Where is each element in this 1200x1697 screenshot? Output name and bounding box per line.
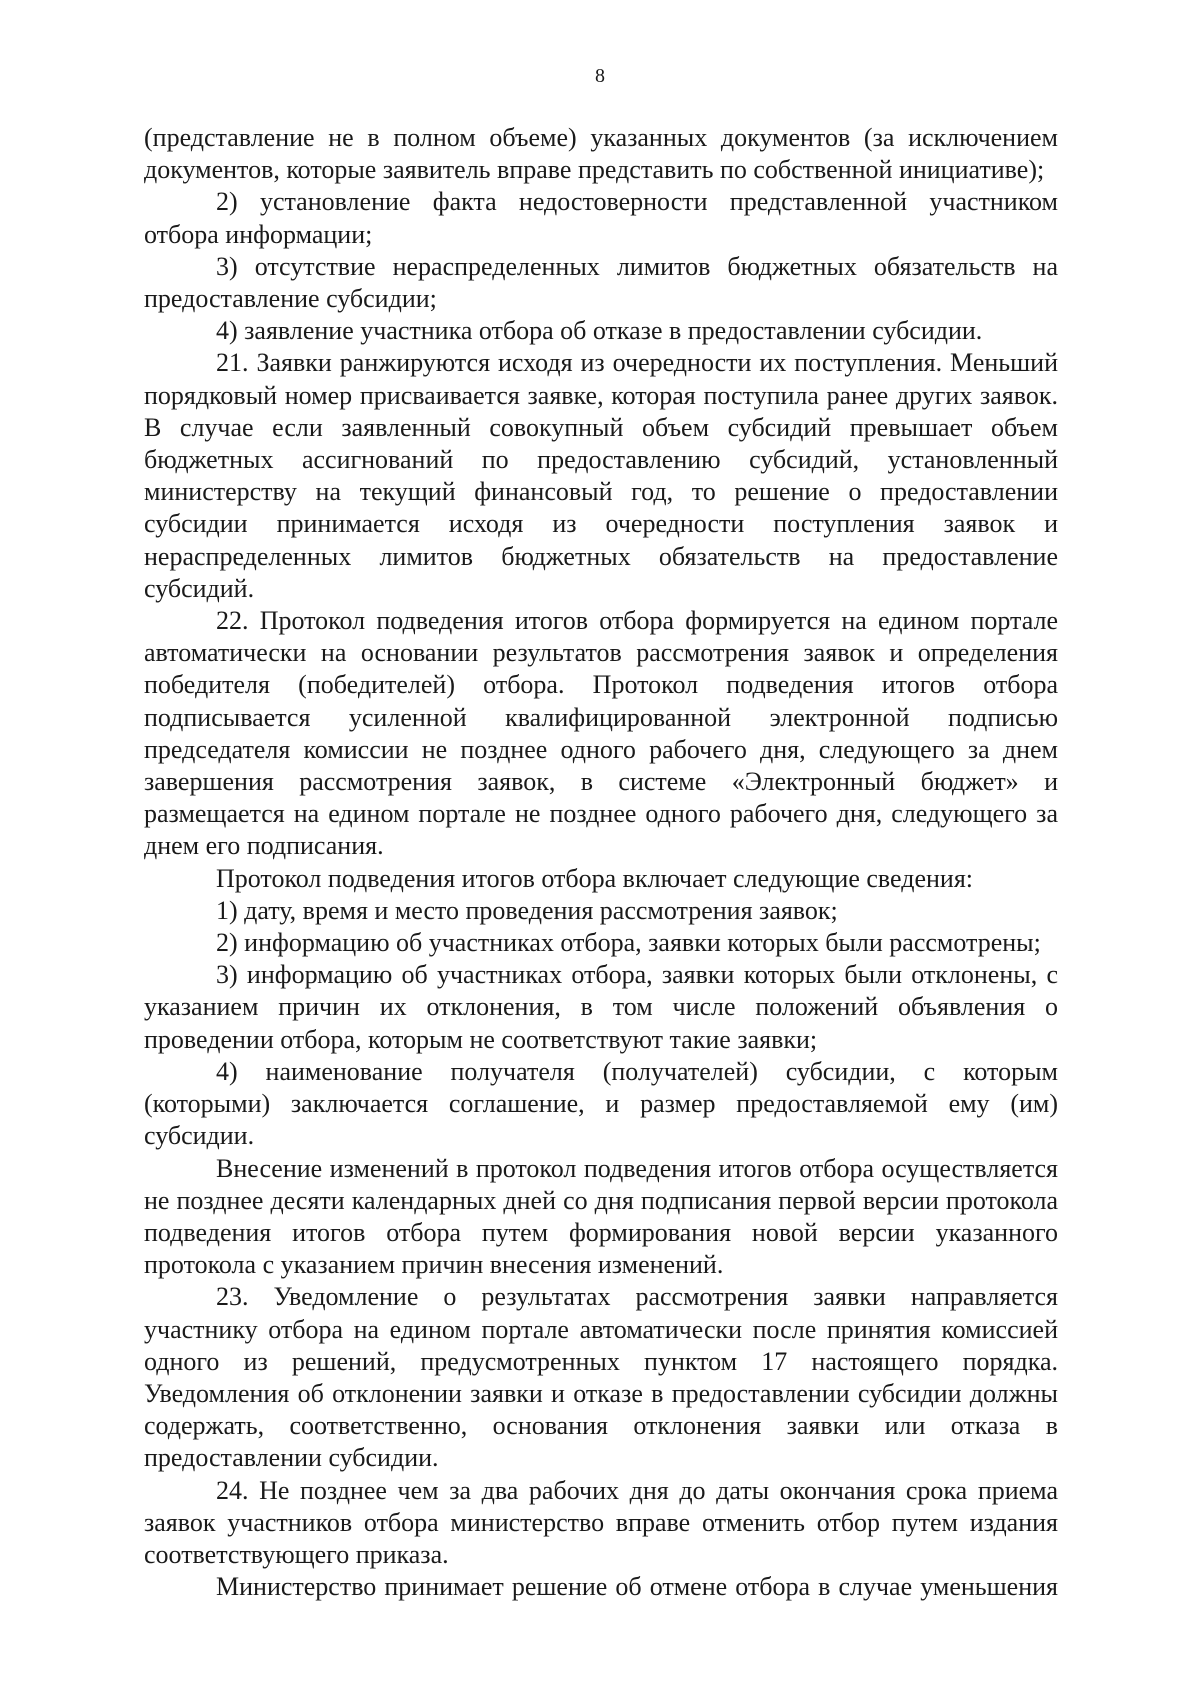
paragraph-item-3: 3) отсутствие нераспределенных лимитов бюджетных обязательств на предоставление субсидии; <box>144 251 1058 314</box>
paragraph-section-23: 23. Уведомление о результатах рассмотрения заявки направляется участнику отбора на едином портале автоматически после принятия комиссией одного из решений, предусмотренных пунктом 17 настоящего порядка. Уведомления об отклонении заявки и отказе в предоставлении субсидии должны содержать, соответственно, основания отклонения заявки или отказа в предоставлении субсидии. <box>144 1282 1058 1473</box>
paragraph-section-22: 22. Протокол подведения итогов отбора формируется на едином портале автоматически на основании результатов рассмотрения заявок и определения победителя (победителей) отбора. Протокол подведения итогов отбора подписывается усиленной квалифицированной электронной подписью председателя комиссии не позднее одного рабочего дня, следующего за днем завершения рассмотрения заявок, в системе «Электронный бюджет» и размещается на едином портале не позднее одного рабочего дня, следующего за днем его подписания. <box>144 606 1058 861</box>
page-number: 8 <box>595 65 605 87</box>
paragraph-protocol-item-3: 3) информацию об участниках отбора, заявки которых были отклонены, с указанием причин их отклонения, в том числе положений объявления о проведении отбора, которым не соответствуют такие заявки; <box>144 960 1058 1054</box>
paragraph-protocol-changes: Внесение изменений в протокол подведения итогов отбора осуществляется не позднее десяти календарных дней со дня подписания первой версии протокола подведения итогов отбора путем формирования новой версии указанного протокола с указанием причин внесения изменений. <box>144 1153 1058 1280</box>
paragraph-protocol-item-4: 4) наименование получателя (получателей) субсидии, с которым (которыми) заключается соглашение, и размер предоставляемой ему (им) субсидии. <box>144 1056 1058 1151</box>
paragraph-protocol-item-1: 1) дату, время и место проведения рассмотрения заявок; <box>216 895 838 925</box>
paragraph-protocol-item-2: 2) информацию об участниках отбора, заявки которых были рассмотрены; <box>216 928 1041 958</box>
paragraph-section-24: 24. Не позднее чем за два рабочих дня до даты окончания срока приема заявок участников отбора министерство вправе отменить отбор путем издания соответствующего приказа. <box>144 1475 1058 1569</box>
paragraph-continuation: (представление не в полном объеме) указанных документов (за исключением документов, которые заявитель вправе представить по собственной инициативе); <box>144 123 1058 185</box>
paragraph-item-2: 2) установление факта недостоверности представленной участником отбора информации; <box>144 187 1058 249</box>
paragraph-cancellation: Министерство принимает решение об отмене отбора в случае уменьшения <box>216 1572 1058 1602</box>
document-body <box>144 122 1058 1603</box>
paragraph-item-4: 4) заявление участника отбора об отказе в предоставлении субсидии. <box>216 316 983 346</box>
paragraph-section-21: 21. Заявки ранжируются исходя из очередности их поступления. Меньший порядковый номер присваивается заявке, которая поступила ранее других заявок. В случае если заявленный совокупный объем субсидий превышает объем бюджетных ассигнований по предоставлению субсидий, установленный министерству на текущий финансовый год, то решение о предоставлении субсидии принимается исходя из очередности поступления заявок и нераспределенных лимитов бюджетных обязательств на предоставление субсидий. <box>144 348 1058 603</box>
paragraph-protocol-contents: Протокол подведения итогов отбора включает следующие сведения: <box>216 863 973 893</box>
